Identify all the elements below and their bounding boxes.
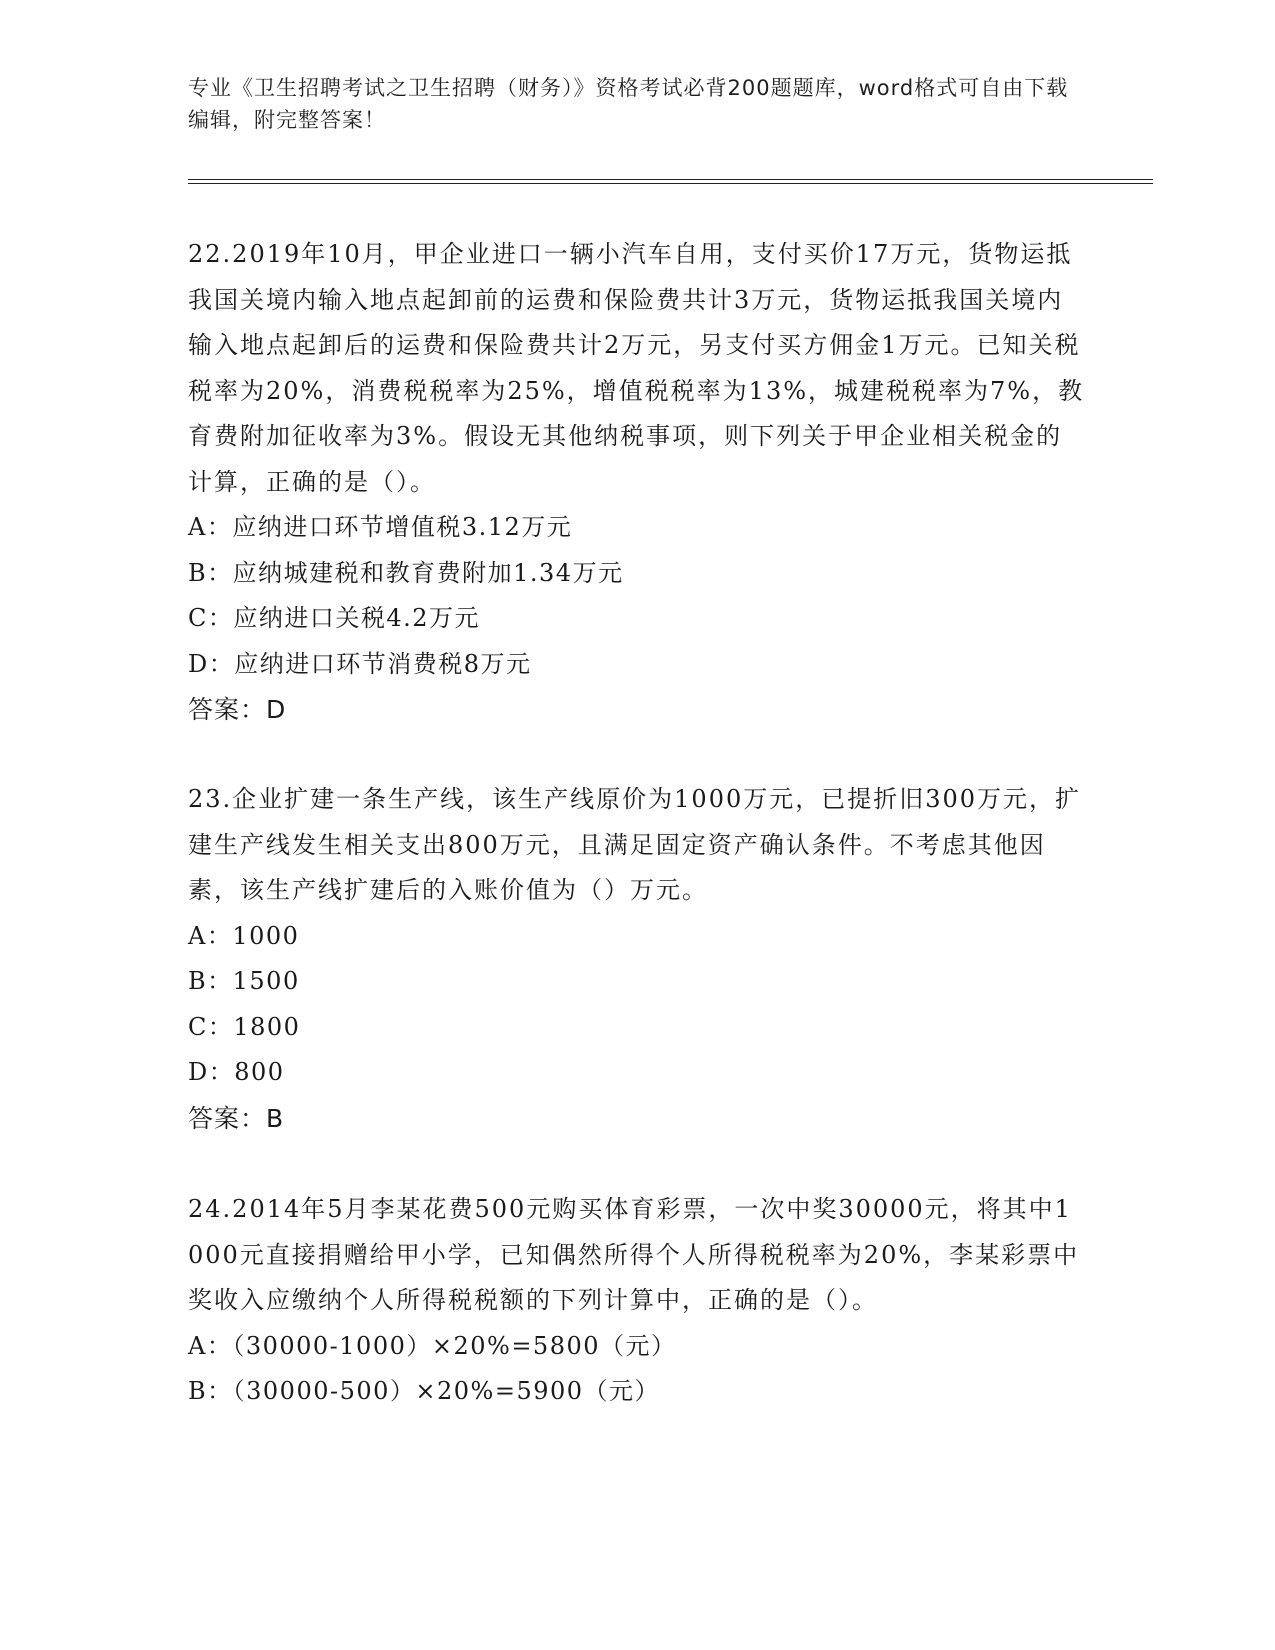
option-b: B：（30000-500）×20%=5900（元） (188, 1377, 661, 1405)
answer-line: 答案：B (188, 1103, 285, 1133)
question-stem: 23.企业扩建一条生产线，该生产线原价为1000万元，已提折旧300万元，扩建生产线发生相关支出800万元，且满足固定资产确认条件。不考虑其他因素，该生产线扩建后的入账价值为（）万元。 (188, 785, 1082, 904)
option-list (188, 1324, 1088, 1415)
header-text: 专业《卫生招聘考试之卫生招聘（财务）》资格考试必背200题题库，word格式可自由下载编辑，附完整答案！ (188, 76, 1069, 132)
header-divider-top (188, 179, 1153, 180)
option-c: C：1800 (188, 1012, 301, 1041)
question-22 (188, 232, 1088, 733)
option-c: C：应纳进口关税4.2万元 (188, 604, 481, 632)
question-23 (188, 777, 1088, 1141)
option-a: A：（30000-1000）×20%=5800（元） (188, 1331, 677, 1360)
option-list (188, 914, 1088, 1096)
question-24 (188, 1187, 1088, 1415)
option-d: D：应纳进口环节消费税8万元 (188, 649, 532, 678)
document-header (188, 72, 1088, 136)
option-d: D：800 (188, 1058, 285, 1086)
option-b: B：应纳城建税和教育费附加1.34万元 (188, 558, 624, 587)
header-divider-bottom (188, 183, 1153, 184)
option-b: B：1500 (188, 967, 300, 995)
option-list (188, 505, 1088, 687)
option-a: A：1000 (188, 921, 300, 950)
answer-line: 答案：D (188, 695, 287, 724)
option-a: A：应纳进口环节增值税3.12万元 (188, 513, 573, 541)
question-stem: 24.2014年5月李某花费500元购买体育彩票，一次中奖30000元，将其中1000元直接捐赠给甲小学，已知偶然所得个人所得税税率为20%，李某彩票中奖收入应缴纳个人所得税税额的下列计算中，正确的是（）。 (188, 1195, 1080, 1314)
question-stem: 22.2019年10月，甲企业进口一辆小汽车自用，支付买价17万元，货物运抵我国关境内输入地点起卸前的运费和保险费共计3万元，货物运抵我国关境内输入地点起卸后的运费和保险费共计2万元，另支付买方佣金1万元。已知关税税率为20%，消费税税率为25%，增值税税率为13%，城建税税率为7%，教育费附加征收率为3%。假设无其他纳税事项，则下列关于甲企业相关税金的计算，正确的是（）。 (188, 240, 1085, 496)
